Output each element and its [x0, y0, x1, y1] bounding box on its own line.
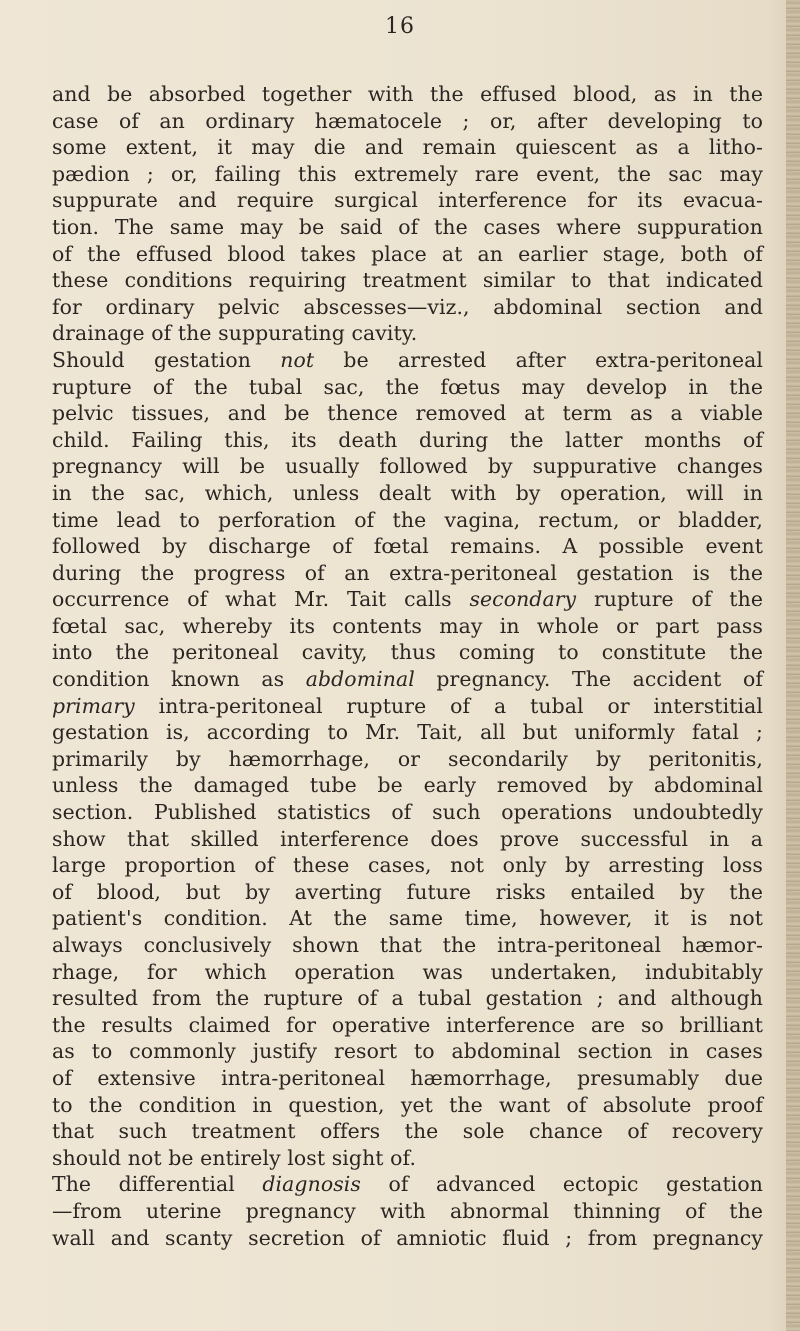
- text-segment: of advanced ectopic gestation: [360, 1172, 763, 1197]
- text-line: as to commonly justify resort to abdominal section in cases: [52, 1039, 763, 1064]
- text-segment: be arrested after extra-peritoneal: [314, 347, 763, 372]
- text-line: for ordinary pelvic abscesses—viz., abdominal section and: [52, 294, 763, 319]
- text-line: resulted from the rupture of a tubal gestation ; and although: [52, 986, 763, 1011]
- text-line: in the sac, which, unless dealt with by operation, will in: [52, 480, 763, 505]
- text-segment: occurrence of what Mr. Tait calls: [52, 587, 470, 612]
- body-text: [52, 81, 763, 1251]
- text-line: unless the damaged tube be early removed by abdominal: [52, 773, 763, 798]
- text-line: pædion ; or, failing this extremely rare event, the sac may: [52, 161, 763, 186]
- text-line: rupture of the tubal sac, the fœtus may develop in the: [52, 374, 763, 399]
- text-line: that such treatment offers the sole chance of recovery: [52, 1119, 763, 1144]
- text-line: [52, 666, 763, 693]
- text-line: [52, 347, 763, 374]
- text-line: patient's condition. At the same time, however, it is not: [52, 906, 763, 931]
- text-line: wall and scanty secretion of amniotic fluid ; from pregnancy: [52, 1225, 763, 1250]
- text-line: followed by discharge of fœtal remains. A possible event: [52, 534, 763, 559]
- text-line: —from uterine pregnancy with abnormal thinning of the: [52, 1198, 763, 1223]
- italic-term: secondary: [469, 587, 577, 612]
- text-line: [52, 693, 763, 720]
- italic-term: abdominal: [305, 667, 415, 692]
- text-line: rhage, for which operation was undertaken, indubitably: [52, 959, 763, 984]
- text-line: [52, 1171, 763, 1198]
- text-line: tion. The same may be said of the cases where suppuration: [52, 214, 763, 239]
- italic-term: primary: [52, 693, 135, 718]
- text-line: and be absorbed together with the effused blood, as in the: [52, 82, 763, 106]
- text-line: child. Failing this, its death during the latter months of: [52, 427, 763, 452]
- text-segment: intra-peritoneal rupture of a tubal or interstitial: [134, 693, 763, 718]
- text-line: of blood, but by averting future risks entailed by the: [52, 879, 763, 904]
- text-segment: pregnancy. The accident of: [414, 667, 763, 692]
- text-segment: Should gestation: [52, 347, 281, 372]
- page-number: 16: [385, 14, 415, 39]
- text-line: to the condition in question, yet the want of absolute proof: [52, 1092, 763, 1117]
- text-segment: The differential: [52, 1172, 263, 1197]
- text-line: show that skilled interference does prove successful in a: [52, 826, 763, 851]
- text-line: large proportion of these cases, not only by arresting loss: [52, 853, 763, 878]
- text-line: of extensive intra-peritoneal hæmorrhage, presumably due: [52, 1065, 763, 1090]
- text-line: pelvic tissues, and be thence removed at term as a viable: [52, 401, 763, 426]
- text-line: primarily by hæmorrhage, or secondarily by peritonitis,: [52, 746, 763, 771]
- page-edge: [786, 0, 800, 1331]
- text-line: into the peritoneal cavity, thus coming to constitute the: [52, 640, 763, 665]
- text-line: pregnancy will be usually followed by suppurative changes: [52, 454, 763, 479]
- text-line: suppurate and require surgical interference for its evacua-: [52, 188, 763, 213]
- text-line: some extent, it may die and remain quiescent as a litho-: [52, 135, 763, 160]
- text-line: always conclusively shown that the intra-peritoneal hæmor-: [52, 933, 763, 957]
- text-line: the results claimed for operative interference are so brilliant: [52, 1012, 763, 1037]
- text-line: drainage of the suppurating cavity.: [52, 321, 418, 346]
- italic-term: not: [280, 347, 315, 372]
- text-line: of the effused blood takes place at an earlier stage, both of: [52, 241, 763, 266]
- text-line: section. Published statistics of such operations undoubtedly: [52, 800, 763, 825]
- text-segment: condition known as: [52, 667, 306, 692]
- text-line: fœtal sac, whereby its contents may in whole or part pass: [52, 613, 763, 638]
- text-line: [52, 586, 763, 613]
- text-line: case of an ordinary hæmatocele ; or, after developing to: [52, 108, 763, 133]
- text-line: gestation is, according to Mr. Tait, all but uniformly fatal ;: [52, 720, 763, 745]
- text-line: these conditions requiring treatment similar to that indicated: [52, 268, 763, 293]
- text-line: time lead to perforation of the vagina, rectum, or bladder,: [52, 507, 763, 532]
- text-line: during the progress of an extra-peritoneal gestation is the: [52, 560, 763, 585]
- text-line: should not be entirely lost sight of.: [52, 1145, 417, 1170]
- text-segment: rupture of the: [576, 587, 763, 612]
- italic-term: diagnosis: [262, 1172, 361, 1197]
